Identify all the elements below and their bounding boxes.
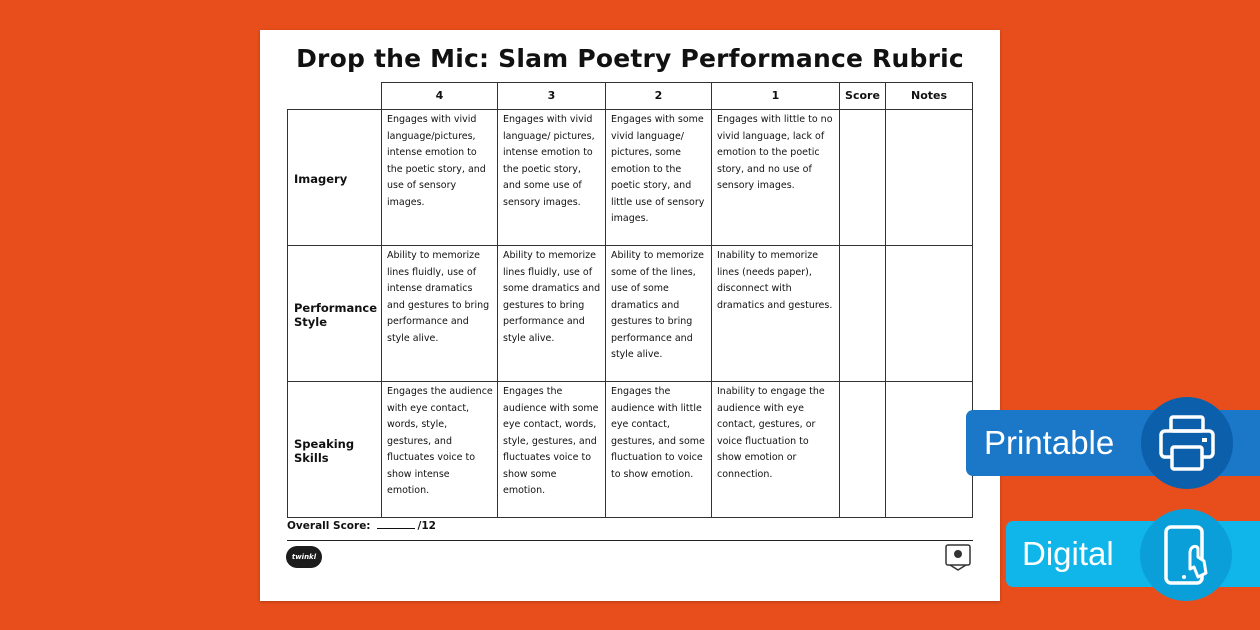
column-header: 2	[606, 83, 712, 110]
rubric-table	[287, 82, 973, 518]
tablet-icon-circle	[1140, 509, 1232, 601]
tablet-touch-icon	[1154, 523, 1218, 587]
overall-score	[287, 519, 436, 532]
twinkl-logo: twinkl	[286, 546, 322, 568]
notes-cell[interactable]	[886, 246, 973, 382]
document-title: Drop the Mic: Slam Poetry Performance Rubric	[296, 44, 964, 73]
rubric-cell: Ability to memorize lines fluidly, use of intense dramatics and gestures to bring performance and style alive.	[382, 246, 498, 382]
overall-score-label: Overall Score:	[287, 520, 371, 532]
notes-cell[interactable]	[886, 110, 973, 246]
score-cell[interactable]	[840, 382, 886, 518]
footer-divider	[287, 540, 973, 541]
column-header: 1	[712, 83, 840, 110]
rubric-cell: Engages with little to no vivid language, lack of emotion to the poetic story, and no use of sensory images.	[712, 110, 840, 246]
overall-score-total: /12	[417, 520, 436, 532]
score-cell[interactable]	[840, 246, 886, 382]
quality-badge-icon	[943, 542, 973, 572]
column-header: Score	[840, 83, 886, 110]
rubric-cell: Engages with vivid language/ pictures, intense emotion to the poetic story, and some use of sensory images.	[498, 110, 606, 246]
corner-cell	[288, 83, 382, 110]
column-header: 3	[498, 83, 606, 110]
rubric-cell: Ability to memorize lines fluidly, use of some dramatics and gestures to bring performance and style alive.	[498, 246, 606, 382]
rubric-cell: Inability to engage the audience with eye contact, gestures, or voice fluctuation to show emotion or connection.	[712, 382, 840, 518]
criterion-cell: Speaking Skills	[288, 382, 382, 518]
criterion-cell: Imagery	[288, 110, 382, 246]
digital-label: Digital	[1022, 535, 1114, 572]
table-row	[288, 246, 973, 382]
score-cell[interactable]	[840, 110, 886, 246]
rubric-cell: Engages with vivid language/pictures, intense emotion to the poetic story, and use of sensory images.	[382, 110, 498, 246]
rubric-cell: Engages the audience with little eye contact, gestures, and some fluctuation to voice to show emotion.	[606, 382, 712, 518]
printable-label: Printable	[984, 424, 1115, 461]
printable-badge[interactable]	[966, 410, 1260, 476]
rubric-cell: Inability to memorize lines (needs paper), disconnect with dramatics and gestures.	[712, 246, 840, 382]
criterion-cell: Performance Style	[288, 246, 382, 382]
rubric-cell: Ability to memorize some of the lines, use of some dramatics and gestures to bring performance and style alive.	[606, 246, 712, 382]
rubric-cell: Engages the audience with eye contact, words, style, gestures, and fluctuates voice to show intense emotion.	[382, 382, 498, 518]
header-row	[288, 83, 973, 110]
rubric-cell: Engages with some vivid language/ pictures, some emotion to the poetic story, and little use of sensory images.	[606, 110, 712, 246]
rubric-cell: Engages the audience with some eye contact, words, style, gestures, and fluctuates voice to show some emotion.	[498, 382, 606, 518]
printer-icon	[1155, 411, 1219, 475]
printer-icon-circle	[1141, 397, 1233, 489]
column-header: Notes	[886, 83, 973, 110]
rubric-sheet	[260, 30, 1000, 601]
table-row	[288, 110, 973, 246]
overall-score-blank[interactable]	[377, 519, 415, 529]
table-row	[288, 382, 973, 518]
column-header: 4	[382, 83, 498, 110]
digital-badge[interactable]	[1006, 521, 1260, 587]
notes-cell[interactable]	[886, 382, 973, 518]
